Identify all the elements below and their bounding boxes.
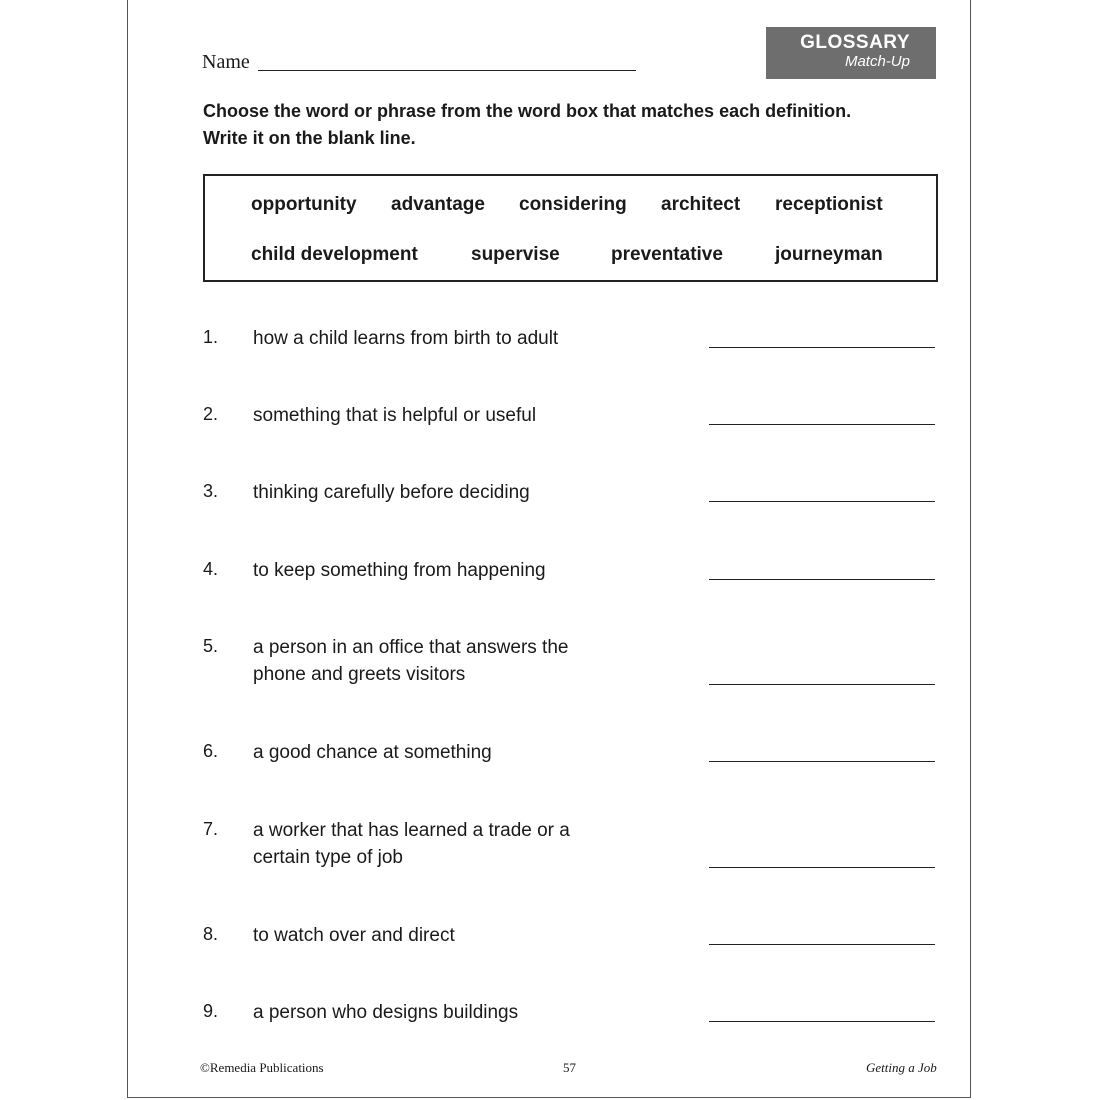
answer-line[interactable]	[709, 944, 935, 945]
glossary-badge	[766, 27, 936, 79]
item-number: 6.	[203, 741, 219, 761]
name-label: Name	[202, 51, 250, 73]
item-number: 4.	[203, 559, 219, 579]
word-box-word: journeyman	[775, 244, 883, 265]
item-definition	[253, 402, 693, 429]
badge-subtitle: Match-Up	[844, 53, 910, 70]
word-box-word: architect	[661, 194, 741, 215]
answer-line[interactable]	[709, 579, 935, 580]
definition-line: to keep something from happening	[253, 560, 546, 581]
instructions-line-1: Choose the word or phrase from the word box that matches each definition.	[203, 101, 852, 121]
definition-line: a person who designs buildings	[253, 1002, 519, 1023]
definition-line: a person in an office that answers the	[253, 637, 569, 658]
word-box-word: supervise	[471, 244, 560, 265]
definition-line: to watch over and direct	[253, 925, 455, 946]
definition-line: how a child learns from birth to adult	[253, 328, 559, 349]
item-number: 3.	[203, 481, 219, 501]
item-number: 8.	[203, 924, 219, 944]
definition-line: phone and greets visitors	[253, 664, 466, 685]
item-number: 2.	[203, 404, 219, 424]
badge-title: GLOSSARY	[800, 32, 910, 53]
item-definition	[253, 479, 693, 506]
definition-line: thinking carefully before deciding	[253, 482, 530, 503]
word-box-word: preventative	[611, 244, 723, 265]
name-row	[202, 50, 636, 74]
item-number: 9.	[203, 1001, 219, 1021]
answer-line[interactable]	[709, 501, 935, 502]
definition-line: something that is helpful or useful	[253, 405, 537, 426]
instructions-line-2: Write it on the blank line.	[203, 128, 416, 148]
answer-line[interactable]	[709, 867, 935, 868]
word-box-word: considering	[519, 194, 627, 215]
answer-line[interactable]	[709, 347, 935, 348]
item-definition	[253, 739, 693, 766]
word-box-word: advantage	[391, 194, 485, 215]
word-box	[203, 174, 938, 282]
instructions	[203, 98, 943, 152]
item-number: 1.	[203, 327, 219, 347]
item-definition	[253, 817, 693, 871]
item-definition	[253, 922, 693, 949]
item-definition	[253, 999, 693, 1026]
item-number: 5.	[203, 636, 219, 656]
name-field[interactable]	[258, 50, 636, 71]
footer-publisher: ©Remedia Publications	[200, 1060, 324, 1075]
answer-line[interactable]	[709, 684, 935, 685]
word-box-word: receptionist	[775, 194, 883, 215]
item-number: 7.	[203, 819, 219, 839]
definition-line: a good chance at something	[253, 742, 492, 763]
definition-line: certain type of job	[253, 847, 403, 868]
answer-line[interactable]	[709, 761, 935, 762]
item-definition	[253, 325, 693, 352]
answer-line[interactable]	[709, 1021, 935, 1022]
item-definition	[253, 634, 693, 688]
footer-page-number: 57	[563, 1060, 576, 1075]
answer-line[interactable]	[709, 424, 935, 425]
word-box-word: child development	[251, 244, 418, 265]
item-definition	[253, 557, 693, 584]
word-box-word: opportunity	[251, 194, 357, 215]
definition-line: a worker that has learned a trade or a	[253, 820, 570, 841]
footer-book-title: Getting a Job	[866, 1060, 937, 1075]
